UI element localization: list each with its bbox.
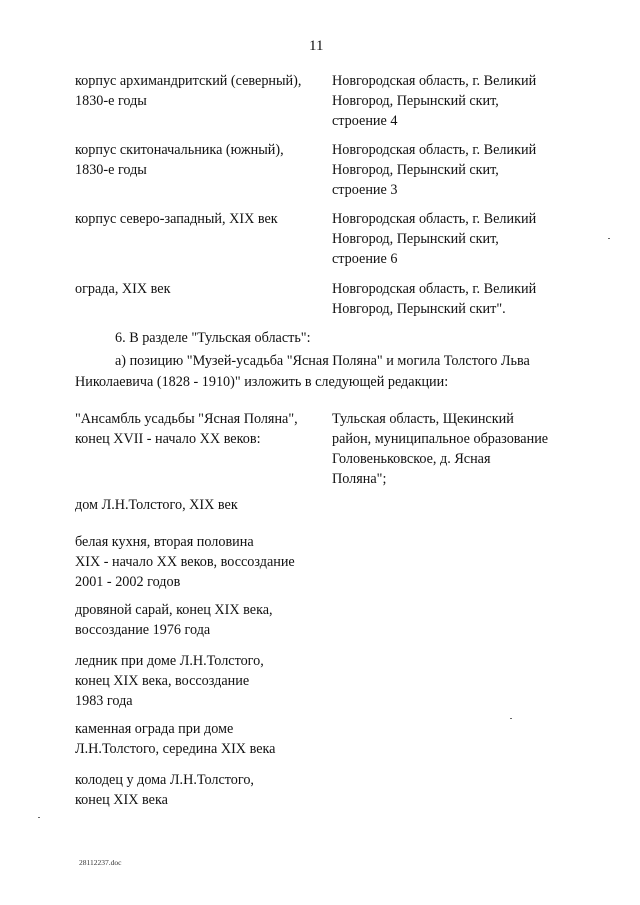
ensemble-item: белая кухня, вторая половина XIX - начало XX веков, воссоздание 2001 - 2002 годов xyxy=(75,534,295,590)
row-4-object: ограда, XIX век xyxy=(75,281,171,297)
section-instruction-line-2: Николаевича (1828 - 1910)" изложить в следующей редакции: xyxy=(75,374,449,390)
scan-speck xyxy=(510,718,512,719)
ensemble-item: ледник при доме Л.Н.Толстого, конец XIX века, воссоздание 1983 года xyxy=(75,653,264,709)
scan-speck xyxy=(38,817,40,818)
row-1-address: Новгородская область, г. Великий Новгород, Перынский скит, строение 4 xyxy=(332,73,537,129)
ensemble-object: "Ансамбль усадьбы "Ясная Поляна", конец XVII - начало XX веков: xyxy=(75,411,298,447)
row-2-address: Новгородская область, г. Великий Новгород, Перынский скит, строение 3 xyxy=(332,142,537,198)
footer-filename: 28112237.doc xyxy=(79,858,122,867)
page-number: 11 xyxy=(309,38,324,54)
row-2-object: корпус скитоначальника (южный), 1830-е годы xyxy=(75,142,284,178)
section-heading: 6. В разделе "Тульская область": xyxy=(115,330,311,346)
ensemble-item: колодец у дома Л.Н.Толстого, конец XIX века xyxy=(75,772,254,808)
ensemble-item: каменная ограда при доме Л.Н.Толстого, середина XIX века xyxy=(75,721,276,757)
row-3-object: корпус северо-западный, XIX век xyxy=(75,211,278,227)
section-instruction-line-1: а) позицию "Музей-усадьба "Ясная Поляна" и могила Толстого Льва xyxy=(115,353,530,369)
row-4-address: Новгородская область, г. Великий Новгород, Перынский скит". xyxy=(332,281,537,317)
ensemble-item: дом Л.Н.Толстого, XIX век xyxy=(75,497,238,513)
row-3-address: Новгородская область, г. Великий Новгород, Перынский скит, строение 6 xyxy=(332,211,537,267)
row-1-object: корпус архимандритский (северный), 1830-е годы xyxy=(75,73,302,109)
scan-speck xyxy=(608,238,610,239)
ensemble-item: дровяной сарай, конец XIX века, воссоздание 1976 года xyxy=(75,602,273,638)
ensemble-address: Тульская область, Щекинский район, муниципальное образование Головеньковское, д. Ясная Поляна"; xyxy=(332,411,549,487)
